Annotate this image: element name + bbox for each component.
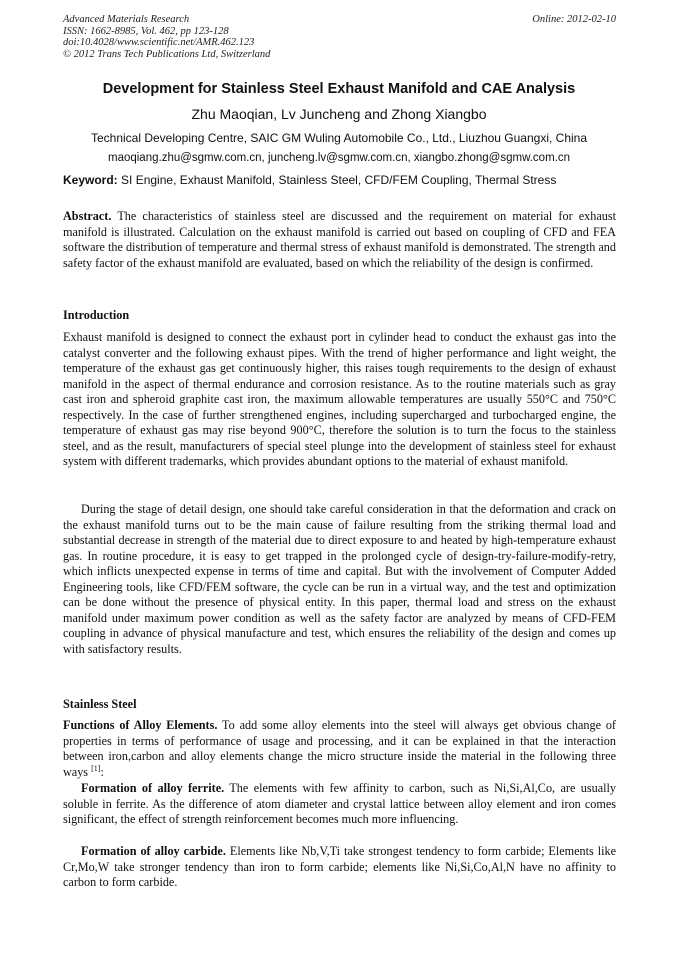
journal-header <box>63 14 616 60</box>
keywords-text: SI Engine, Exhaust Manifold, Stainless Steel, CFD/FEM Coupling, Thermal Stress <box>121 173 557 187</box>
introduction-heading: Introduction <box>63 308 130 322</box>
doi-line: doi:10.4028/www.scientific.net/AMR.462.123 <box>63 37 255 48</box>
introduction-paragraph-1: Exhaust manifold is designed to connect the exhaust port in cylinder head to conduct the exhaust gas into the catalyst converter and the following exhaust pipes. With the trend of higher performance and light weight, the temperature of the exhaust gas get continuously higher, this raises tough requirements to the design of exhaust manifold in the aspect of thermal endurance and corrosion resistance. As to the routine materials such as gray cast iron and spheroid graphite cast iron, the maximum allowable temperatures are usually 550°C and 750°C respectively. In the case of further strengthened engines, including supercharged and turbocharged engine, the temperature of exhaust gas may rise beyond 900°C, therefore the solution is to turn the focus to the stainless steel, and as the result, manufacturers of special steel plunge into the development of stainless steel for exhaust system with different trademarks, which provides abundant options to the material of exhaust manifold. <box>63 330 616 468</box>
alloy-ferrite-text: The elements with few affinity to carbon, such as Ni,Si,Al,Co, are usually soluble in ferrite. As the difference of atom diameter and crystal lattice between alloy element and iron comes significant, the effect of strength reinforcement becomes much more influencing. <box>63 781 616 826</box>
paper-title: Development for Stainless Steel Exhaust Manifold and CAE Analysis <box>102 81 576 97</box>
alloy-ferrite-paragraph <box>63 781 616 828</box>
alloy-functions-text: To add some alloy elements into the steel will always get obvious change of properties in terms of performance of usage and processing, and it can be explained in that the interaction between iron,carbon and alloy elements change the micro structure inside the material in the following three ways <box>63 718 616 779</box>
online-date: Online: 2012-02-10 <box>532 14 616 25</box>
alloy-functions-lead: Functions of Alloy Elements. <box>63 718 218 732</box>
journal-name: Advanced Materials Research <box>63 14 190 25</box>
abstract-label: Abstract. <box>63 209 112 223</box>
paper-authors: Zhu Maoqian, Lv Juncheng and Zhong Xiangbo <box>191 106 487 122</box>
alloy-functions-end: : <box>100 764 104 779</box>
citation-ref: [1] <box>91 763 101 773</box>
alloy-carbide-text: Elements like Nb,V,Ti take strongest tendency to form carbide; Elements like Cr,Mo,W take stronger tendency than iron to form carbide; elements like Ni,Si,Co,Al,N have no affinity to carbon to form carbide. <box>63 844 617 889</box>
abstract-paragraph <box>63 209 616 271</box>
alloy-ferrite-lead: Formation of alloy ferrite. <box>81 781 225 795</box>
author-emails: maoqiang.zhu@sgmw.com.cn, juncheng.lv@sgmw.com.cn, xiangbo.zhong@sgmw.com.cn <box>107 152 570 164</box>
alloy-functions-paragraph <box>63 718 616 780</box>
issn-line: ISSN: 1662-8985, Vol. 462, pp 123-128 <box>63 25 229 37</box>
copyright-line: © 2012 Trans Tech Publications Ltd, Switzerland <box>63 48 271 60</box>
paper-affiliation: Technical Developing Centre, SAIC GM Wuling Automobile Co., Ltd., Liuzhou Guangxi, China <box>90 131 588 145</box>
keywords-label: Keyword: <box>63 173 118 187</box>
keywords-line <box>63 173 616 187</box>
abstract-text: The characteristics of stainless steel are discussed and the requirement on material for exhaust manifold is illustrated. Calculation on the exhaust manifold is carried out based on coupling of CFD and FEA software the distribution of temperature and thermal stress of exhaust manifold is demonstrated. The strength and safety factor of the exhaust manifold are evaluated, based on which the reliability of the design is confirmed. <box>63 209 616 270</box>
stainless-steel-heading: Stainless Steel <box>63 697 137 711</box>
alloy-carbide-lead: Formation of alloy carbide. <box>81 844 226 858</box>
alloy-carbide-paragraph <box>63 844 616 891</box>
introduction-paragraph-2: During the stage of detail design, one should take careful consideration in that the deformation and crack on the exhaust manifold turns out to be the main cause of failure resulting from the striking thermal load and substantial decrease in strength of the material due to direct exposure to and heated by high-temperature exhaust gas. In routine procedure, it is easy to get trapped in the prolonged cycle of design-try-failure-modify-retry, which inflicts unexpected expense in terms of time and capital. But with the involvement of Computer Added Engineering tools, like CFD/FEM software, the cycle can be run in a virtual way, and the test and optimization can be done without the presence of physical entity. In this paper, thermal load and stress on the exhaust manifold under maximum power condition as well as the safety factor are analyzed by means of CFD-FEM coupling in advance of physical manufacture and test, which ensures the reliability of the design and comes up with satisfactory results. <box>63 502 616 656</box>
